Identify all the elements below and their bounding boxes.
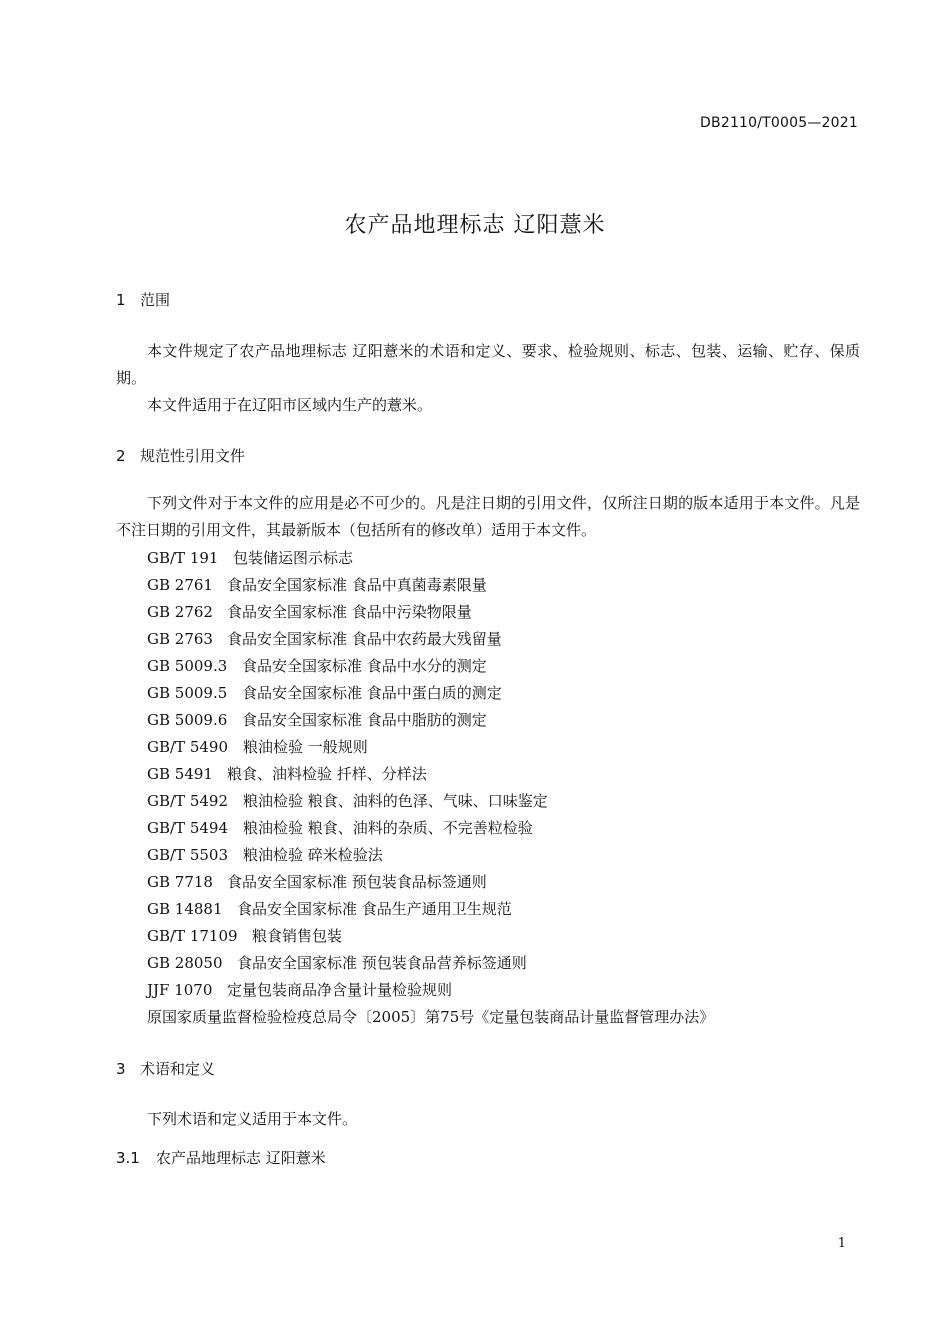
- reference-code: GB 5009.5: [147, 684, 228, 702]
- reference-item: [147, 817, 533, 838]
- reference-code: GB 2762: [147, 603, 213, 621]
- reference-item: [147, 682, 502, 703]
- reference-code: GB 28050: [147, 954, 223, 972]
- section-heading-scope: [116, 289, 170, 310]
- reference-code: GB/T 5494: [147, 819, 229, 837]
- reference-code: GB 5009.3: [147, 657, 228, 675]
- reference-code: GB 7718: [147, 873, 213, 891]
- section-heading-normative-references: [116, 445, 245, 466]
- reference-name: 粮油检验 一般规则: [243, 738, 368, 756]
- reference-item: [147, 871, 487, 892]
- reference-name: 包装储运图示标志: [233, 549, 354, 567]
- paragraph-scope-1: 本文件规定了农产品地理标志 辽阳薏米的术语和定义、要求、检验规则、标志、包装、运输、贮存、保质期。: [116, 342, 860, 387]
- reference-code: GB/T 5492: [147, 792, 229, 810]
- subsection-number: 3.1: [116, 1149, 140, 1167]
- paragraph-references-intro: 下列文件对于本文件的应用是必不可少的。凡是注日期的引用文件，仅所注日期的版本适用于本文件。凡是不注日期的引用文件，其最新版本（包括所有的修改单）适用于本文件。: [116, 494, 860, 539]
- reference-item: [147, 736, 368, 757]
- page-number: 1: [837, 1236, 846, 1251]
- section-title: 术语和定义: [140, 1060, 216, 1078]
- reference-item: [147, 655, 487, 676]
- reference-item: [147, 574, 487, 595]
- reference-name: 食品安全国家标准 食品中水分的测定: [242, 657, 487, 675]
- reference-code: GB/T 5490: [147, 738, 229, 756]
- reference-code: GB/T 5503: [147, 846, 229, 864]
- reference-code: GB 2763: [147, 630, 213, 648]
- reference-item: [147, 925, 342, 946]
- reference-item-decree: 原国家质量监督检验检疫总局令〔2005〕第75号《定量包装商品计量监督管理办法》: [147, 1008, 715, 1026]
- section-title: 范围: [140, 291, 171, 309]
- reference-name: 食品安全国家标准 预包装食品营养标签通则: [237, 954, 527, 972]
- reference-name: 定量包装商品净含量计量检验规则: [227, 981, 453, 999]
- reference-name: 粮油检验 碎米检验法: [243, 846, 383, 864]
- reference-name: 粮油检验 粮食、油料的杂质、不完善粒检验: [243, 819, 533, 837]
- reference-name: 食品安全国家标准 食品中农药最大残留量: [227, 630, 502, 648]
- reference-item: [147, 790, 548, 811]
- reference-name: 食品安全国家标准 食品中蛋白质的测定: [242, 684, 502, 702]
- section-heading-terms: [116, 1058, 215, 1079]
- section-number: 2: [116, 447, 126, 465]
- reference-item: [147, 979, 452, 1000]
- reference-code: GB/T 191: [147, 549, 219, 567]
- paragraph-scope-2: 本文件适用于在辽阳市区域内生产的薏米。: [147, 396, 433, 414]
- reference-name: 食品安全国家标准 食品中污染物限量: [227, 603, 472, 621]
- reference-name: 粮食销售包装: [252, 927, 343, 945]
- reference-name: 食品安全国家标准 食品生产通用卫生规范: [237, 900, 512, 918]
- reference-item: [147, 628, 502, 649]
- reference-item: [147, 547, 353, 568]
- section-number: 1: [116, 291, 126, 309]
- reference-code: GB 2761: [147, 576, 213, 594]
- section-number: 3: [116, 1060, 126, 1078]
- document-title: 农产品地理标志 辽阳薏米: [344, 213, 606, 238]
- reference-name: 粮食、油料检验 扦样、分样法: [227, 765, 427, 783]
- reference-item: [147, 844, 383, 865]
- reference-name: 食品安全国家标准 食品中真菌毒素限量: [227, 576, 487, 594]
- subsection-title: 农产品地理标志 辽阳薏米: [156, 1149, 326, 1167]
- document-code: DB2110/T0005—2021: [700, 115, 858, 131]
- reference-code: GB 14881: [147, 900, 223, 918]
- subsection-heading-3-1: [116, 1147, 326, 1168]
- reference-item: [147, 601, 472, 622]
- reference-item: [147, 763, 427, 784]
- reference-code: GB 5491: [147, 765, 213, 783]
- reference-item: [147, 952, 527, 973]
- reference-name: 食品安全国家标准 食品中脂肪的测定: [242, 711, 487, 729]
- reference-item: [147, 709, 487, 730]
- paragraph-terms-intro: 下列术语和定义适用于本文件。: [147, 1110, 358, 1128]
- reference-item: [147, 898, 512, 919]
- section-title: 规范性引用文件: [140, 447, 246, 465]
- reference-code: JJF 1070: [147, 981, 213, 999]
- reference-code: GB/T 17109: [147, 927, 238, 945]
- reference-name: 食品安全国家标准 预包装食品标签通则: [227, 873, 487, 891]
- reference-name: 粮油检验 粮食、油料的色泽、气味、口味鉴定: [243, 792, 548, 810]
- reference-code: GB 5009.6: [147, 711, 228, 729]
